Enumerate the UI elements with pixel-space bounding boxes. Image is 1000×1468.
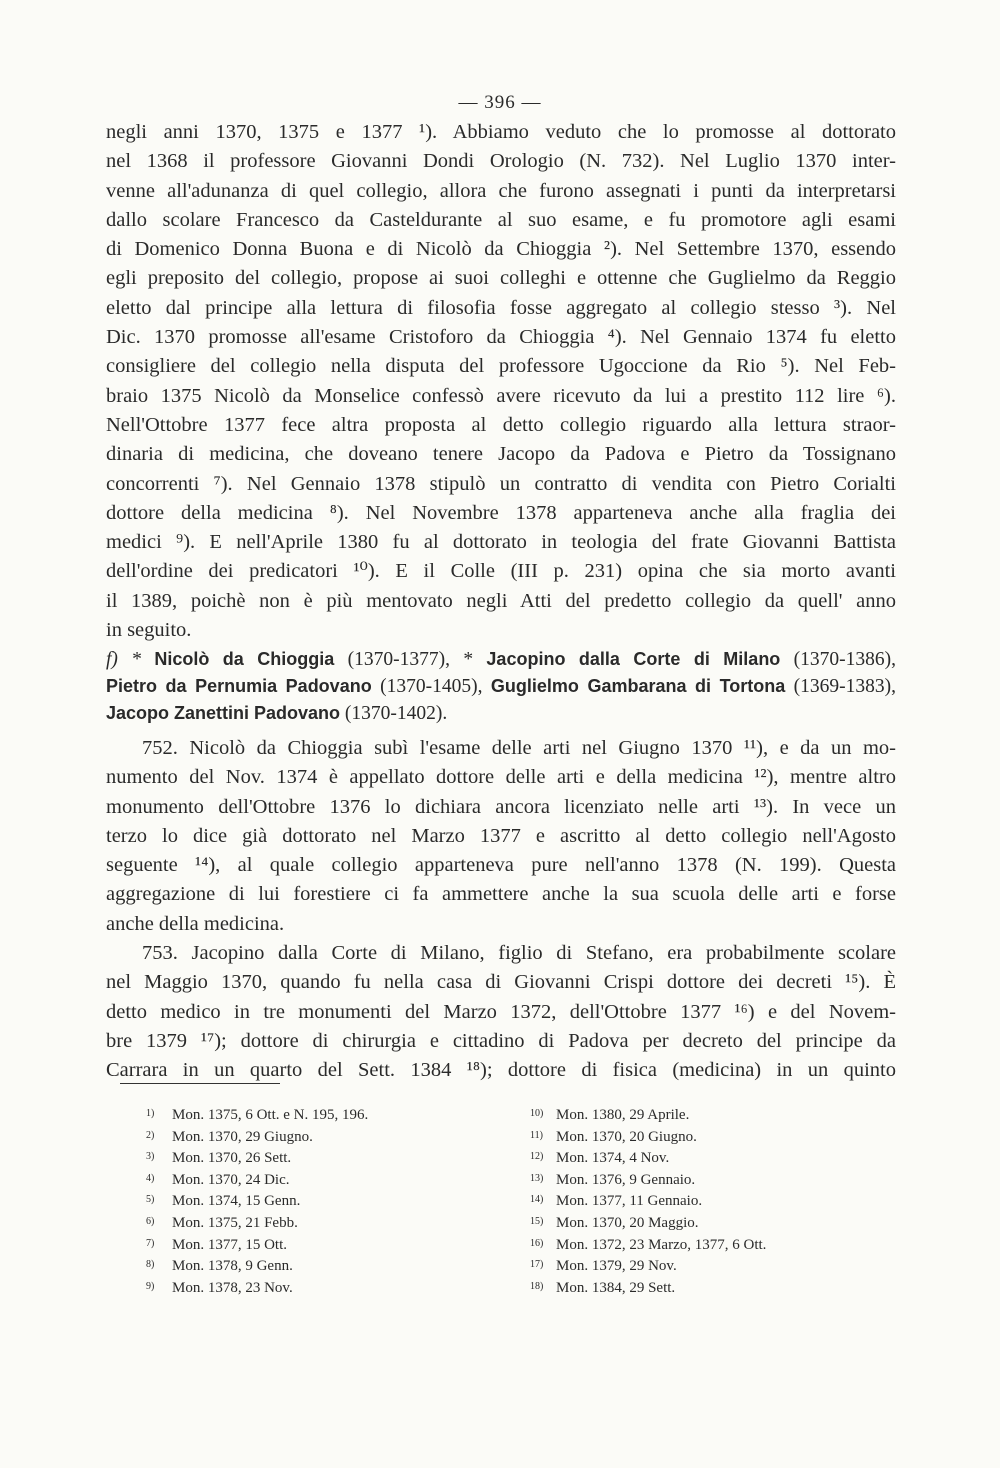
text-line: detto medico in tre monumenti del Marzo 1372, dell'Ottobre 1377 ¹⁶) e del Novem- xyxy=(106,1000,896,1023)
text-line: dell'ordine dei predicatori ¹⁰). E il Colle (III p. 231) opina che sia morto avanti xyxy=(106,560,896,583)
text-line: venne all'adunanza di quel collegio, allora che furono assegnati i punti da interpretarsi xyxy=(106,179,896,202)
footnotes-right xyxy=(530,1104,766,1298)
text-line: anche della medicina. xyxy=(106,912,285,935)
text-line: 753. Jacopino dalla Corte di Milano, figlio di Stefano, era probabilmente scolare xyxy=(142,942,896,965)
text-line: egli preposito del collegio, propose ai suoi colleghi e ottenne che Guglielmo da Reggio xyxy=(106,267,896,290)
heading-name: Nicolò da Chioggia xyxy=(154,649,335,669)
footnote: 16) Mon. 1372, 23 Marzo, 1377, 6 Ott. xyxy=(530,1236,767,1253)
text-line: Dic. 1370 promosse all'esame Cristoforo da Chioggia ⁴). Nel Gennaio 1374 fu eletto xyxy=(106,326,896,349)
heading-years: (1370-1377), * xyxy=(347,649,474,670)
footnote: 4) Mon. 1370, 24 Dic. xyxy=(146,1171,290,1188)
footnote: 11) Mon. 1370, 20 Giugno. xyxy=(530,1128,697,1145)
footnote: 12) Mon. 1374, 4 Nov. xyxy=(530,1150,670,1167)
footnote: 9) Mon. 1378, 23 Nov. xyxy=(146,1279,293,1296)
footnote: 1) Mon. 1375, 6 Ott. e N. 195, 196. xyxy=(146,1107,369,1123)
footnote: 18) Mon. 1384, 29 Sett. xyxy=(530,1279,676,1296)
text-line: eletto dal principe alla lettura di filosofia fosse aggregato al collegio stesso ³). Nel xyxy=(106,296,896,319)
text-line: seguente ¹⁴), al quale collegio apparteneva pure nell'anno 1378 (N. 199). Questa xyxy=(106,854,896,877)
text-line: Carrara in un quarto del Sett. 1384 ¹⁸); dottore di fisica (medicina) in un quinto xyxy=(106,1059,896,1082)
heading-years: (1370-1402). xyxy=(344,703,448,724)
text-line: medici ⁹). E nell'Aprile 1380 fu al dottorato in teologia del frate Giovanni Battista xyxy=(106,531,896,554)
text-line: numento del Nov. 1374 è appellato dottore delle arti e della medicina ¹²), mentre altro xyxy=(106,766,896,789)
text-line: concorrenti ⁷). Nel Gennaio 1378 stipulò un contratto di vendita con Pietro Corialti xyxy=(106,472,896,495)
footnote: 14) Mon. 1377, 11 Gennaio. xyxy=(530,1193,703,1210)
heading-name: Jacopo Zanettini Padovano xyxy=(106,703,341,723)
text-line: in seguito. xyxy=(106,619,192,642)
heading-years: (1370-1386), xyxy=(793,649,897,670)
text-line: nel Maggio 1370, quando fu nella casa di Giovanni Crispi dottore dei decreti ¹⁵). È xyxy=(106,971,896,994)
heading-name: Guglielmo Gambarana di Tortona xyxy=(490,676,786,696)
text-line: dinaria di medicina, che doveano tenere Jacopo da Padova e Pietro da Tossignano xyxy=(106,443,896,466)
text-line: monumento dell'Ottobre 1376 lo dichiara ancora licenziato nelle arti ¹³). In vece un xyxy=(106,795,896,818)
text-line: il 1389, poichè non è più mentovato negli Atti del predetto collegio da quell' anno xyxy=(106,589,896,612)
heading-years: (1370-1405), xyxy=(380,676,483,697)
footnote: 10) Mon. 1380, 29 Aprile. xyxy=(530,1107,690,1123)
footnote: 15) Mon. 1370, 20 Maggio. xyxy=(530,1214,699,1231)
footnotes-left xyxy=(146,1104,368,1298)
text-line: Nell'Ottobre 1377 fece altra proposta al detto collegio riguardo alla lettura straor- xyxy=(106,413,896,436)
footnote: 6) Mon. 1375, 21 Febb. xyxy=(146,1214,298,1231)
page-number: — 396 — xyxy=(458,92,542,113)
text-line: 752. Nicolò da Chioggia subì l'esame delle arti nel Giugno 1370 ¹¹), e da un mo- xyxy=(142,737,896,759)
section-heading xyxy=(106,646,896,727)
text-line: consigliere del collegio nella disputa del professore Ugoccione da Rio ⁵). Nel Feb- xyxy=(106,355,896,378)
text-line: braio 1375 Nicolò da Monselice confessò avere ricevuto da lui a prestito 112 lire ⁶). xyxy=(106,384,896,407)
paragraphs xyxy=(106,734,896,1086)
text-line: bre 1379 ¹⁷); dottore di chirurgia e cittadino di Padova per decreto del principe da xyxy=(106,1029,896,1052)
footnote: 5) Mon. 1374, 15 Genn. xyxy=(146,1193,301,1210)
footnote: 3) Mon. 1370, 26 Sett. xyxy=(146,1150,292,1167)
heading-name: Pietro da Pernumia Padovano xyxy=(106,676,372,696)
text-line: di Domenico Donna Buona e di Nicolò da Chioggia ²). Nel Settembre 1370, essendo xyxy=(106,238,896,261)
heading-name: Jacopino dalla Corte di Milano xyxy=(486,649,781,669)
footnote: 17) Mon. 1379, 29 Nov. xyxy=(530,1258,677,1275)
text-line: negli anni 1370, 1375 e 1377 ¹). Abbiamo veduto che lo promosse al dottorato xyxy=(106,121,896,143)
footnote: 13) Mon. 1376, 9 Gennaio. xyxy=(530,1171,696,1188)
section-marker: f) * xyxy=(106,649,141,670)
heading-years: (1369-1383), xyxy=(793,676,897,697)
text-line: dottore della medicina ⁸). Nel Novembre 1378 apparteneva anche alla fraglia dei xyxy=(106,501,896,524)
text-line: dallo scolare Francesco da Casteldurante al suo esame, e fu promotore agli esami xyxy=(106,208,896,231)
text-line: nel 1368 il professore Giovanni Dondi Orologio (N. 732). Nel Luglio 1370 inter- xyxy=(106,150,896,173)
text-line: aggregazione di lui forestiere ci fa ammettere anche la sua scuola delle arti e forse xyxy=(106,883,896,906)
footnote: 2) Mon. 1370, 29 Giugno. xyxy=(146,1128,313,1145)
text-line: terzo lo dice già dottorato nel Marzo 1377 e ascritto al detto collegio nell'Agosto xyxy=(106,824,896,847)
footnote-divider xyxy=(120,1083,280,1084)
footnote: 8) Mon. 1378, 9 Genn. xyxy=(146,1258,293,1275)
footnote: 7) Mon. 1377, 15 Ott. xyxy=(146,1236,288,1253)
top-paragraph xyxy=(106,118,896,645)
